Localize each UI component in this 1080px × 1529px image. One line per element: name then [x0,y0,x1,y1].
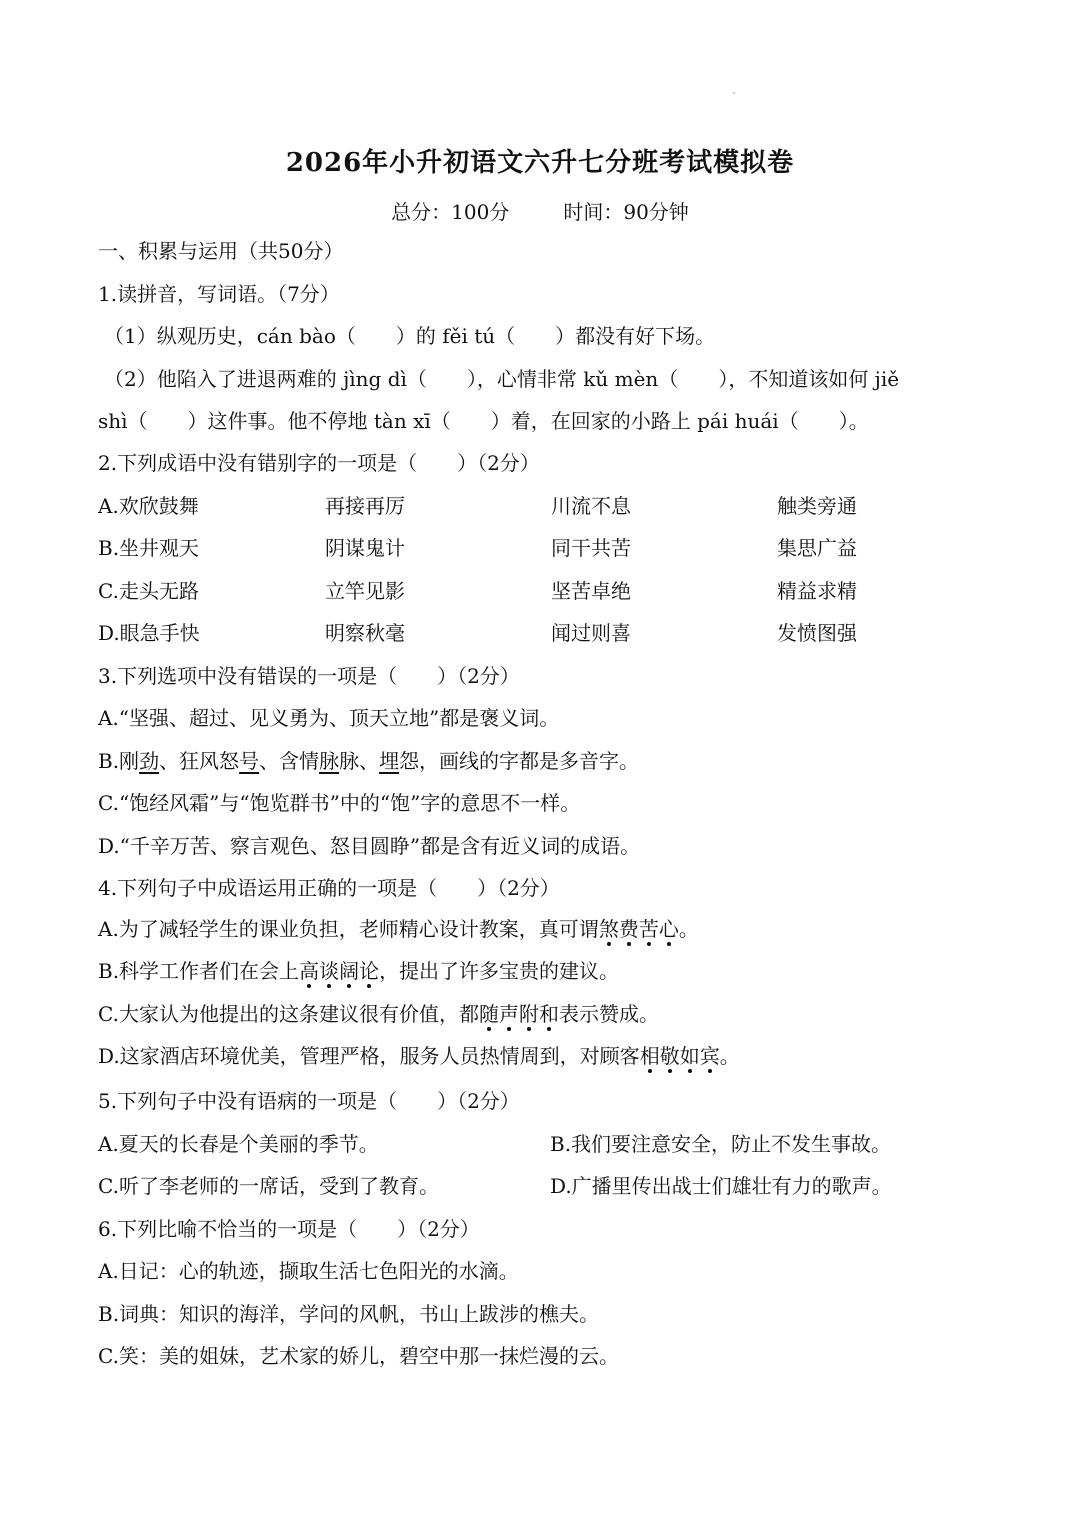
q4-b-text: B.科学工作者们在会上 [98,959,300,983]
emphasis-char: 附 [518,1002,539,1026]
emphasis-char: 敬 [659,1044,680,1068]
q3-option-d: D.“千辛万苦、察言观色、怒目圆睁”都是含有近义词的成语。 [98,834,641,858]
emphasis-char: 声 [498,1002,519,1026]
q4-c-idiom [479,1002,559,1026]
q2-option-d-3: 闻过则喜 [551,621,631,645]
emphasis-char: 苦 [638,917,659,941]
q4-a-idiom [599,917,679,941]
q4-d-idiom [640,1044,720,1068]
q5-option-a: A.夏天的长春是个美丽的季节。 [98,1132,379,1156]
q3-option-c: C.“饱经风霜”与“饱览群书”中的“饱”字的意思不一样。 [98,791,581,815]
emphasis-char: 谈 [319,959,340,983]
q2-option-a-3: 川流不息 [551,494,631,518]
emphasis-char: 和 [538,1002,559,1026]
q4-d-tail: 。 [719,1044,740,1068]
emphasis-char: 煞 [598,917,619,941]
q2-option-d: D.眼急手快 [98,621,200,645]
q3-b-underlined-2: 号 [239,749,260,773]
q2-option-b: B.坐井观天 [98,536,200,560]
q4-a-text: A.为了减轻学生的课业负担，老师精心设计教案，真可谓 [98,917,599,941]
q4-c-tail: 表示赞成。 [558,1002,659,1026]
q3-stem: 3.下列选项中没有错误的一项是（ ）（2分） [98,664,520,688]
emphasis-char: 如 [679,1044,700,1068]
q4-option-a [98,916,699,942]
q6-option-b: B.词典：知识的海洋，学问的风帆，书山上跋涉的樵夫。 [98,1302,600,1326]
q3-b-text-2: 、狂风怒 [159,749,240,773]
total-score: 总分：100分 [391,200,510,224]
q3-b-underlined-4: 埋 [379,749,400,773]
q2-option-c-2: 立竿见影 [325,579,405,603]
q2-option-b-2: 阴谋鬼计 [325,536,405,560]
q5-option-c: C.听了李老师的一席话，受到了教育。 [98,1174,439,1198]
q4-option-b [98,958,619,984]
section-heading: 一、积累与运用（共50分） [98,239,344,263]
q5-stem: 5.下列句子中没有语病的一项是（ ）（2分） [98,1089,520,1113]
exam-time: 时间：90分钟 [563,200,689,224]
q1-line-2: （2）他陷入了进退两难的 jìng dì（ ），心情非常 kǔ mèn（ ），不知道该如何 jiě [104,367,900,391]
q2-option-c-3: 坚苦卓绝 [551,579,631,603]
q2-option-b-4: 集思广益 [777,536,857,560]
q2-option-a-2: 再接再厉 [325,494,405,518]
q2-option-c: C.走头无路 [98,579,199,603]
q1-line-1: （1）纵观历史，cán bào（ ）的 fěi tú（ ）都没有好下场。 [104,324,716,348]
q4-b-idiom [299,959,379,983]
q4-c-text: C.大家认为他提出的这条建议很有价值，都 [98,1002,479,1026]
emphasis-char: 心 [658,917,679,941]
exam-title: 2026年小升初语文六升七分班考试模拟卷 [285,148,795,178]
q3-b-text-1: B.刚 [98,749,140,773]
q2-stem: 2.下列成语中没有错别字的一项是（ ）（2分） [98,451,540,475]
q5-option-d: D.广播里传出战士们雄壮有力的歌声。 [550,1174,892,1198]
scan-speck [733,92,735,94]
q1-stem: 1.读拼音，写词语。（7分） [98,282,340,306]
q4-d-text: D.这家酒店环境优美，管理严格，服务人员热情周到，对顾客 [98,1044,640,1068]
emphasis-char: 阔 [339,959,360,983]
emphasis-char: 费 [618,917,639,941]
q3-b-underlined-1: 劲 [139,749,160,773]
q6-option-c: C.笑：美的姐妹，艺术家的娇儿，碧空中那一抹烂漫的云。 [98,1344,619,1368]
q2-option-b-3: 同干共苦 [551,536,631,560]
q3-option-a: A.“坚强、超过、见义勇为、顶天立地”都是褒义词。 [98,706,560,730]
q4-option-d [98,1043,740,1069]
q6-stem: 6.下列比喻不恰当的一项是（ ）（2分） [98,1217,480,1241]
q2-option-a-4: 触类旁通 [777,494,857,518]
q4-b-tail: ，提出了许多宝贵的建议。 [379,959,620,983]
q3-option-b [98,748,639,774]
exam-meta [0,196,1080,225]
emphasis-char: 高 [299,959,320,983]
q4-option-c [98,1001,659,1027]
q6-option-a: A.日记：心的轨迹，撷取生活七色阳光的水滴。 [98,1259,519,1283]
q3-b-text-4: 脉、 [339,749,380,773]
q2-option-d-2: 明察秋毫 [325,621,405,645]
q5-option-b: B.我们要注意安全，防止不发生事故。 [550,1132,892,1156]
emphasis-char: 论 [359,959,380,983]
q2-option-a: A.欢欣鼓舞 [98,494,199,518]
q3-b-underlined-3: 脉 [319,749,340,773]
q4-stem: 4.下列句子中成语运用正确的一项是（ ）（2分） [98,876,560,900]
q2-option-c-4: 精益求精 [777,579,857,603]
q4-a-tail: 。 [678,917,699,941]
emphasis-char: 随 [478,1002,499,1026]
q2-option-d-4: 发愤图强 [777,621,857,645]
q1-line-3: shì（ ）这件事。他不停地 tàn xī（ ）着，在回家的小路上 pái huái（ ）。 [98,409,869,433]
emphasis-char: 宾 [699,1044,720,1068]
q3-b-text-5: 怨，画线的字都是多音字。 [399,749,640,773]
emphasis-char: 相 [639,1044,660,1068]
q3-b-text-3: 、含情 [259,749,320,773]
